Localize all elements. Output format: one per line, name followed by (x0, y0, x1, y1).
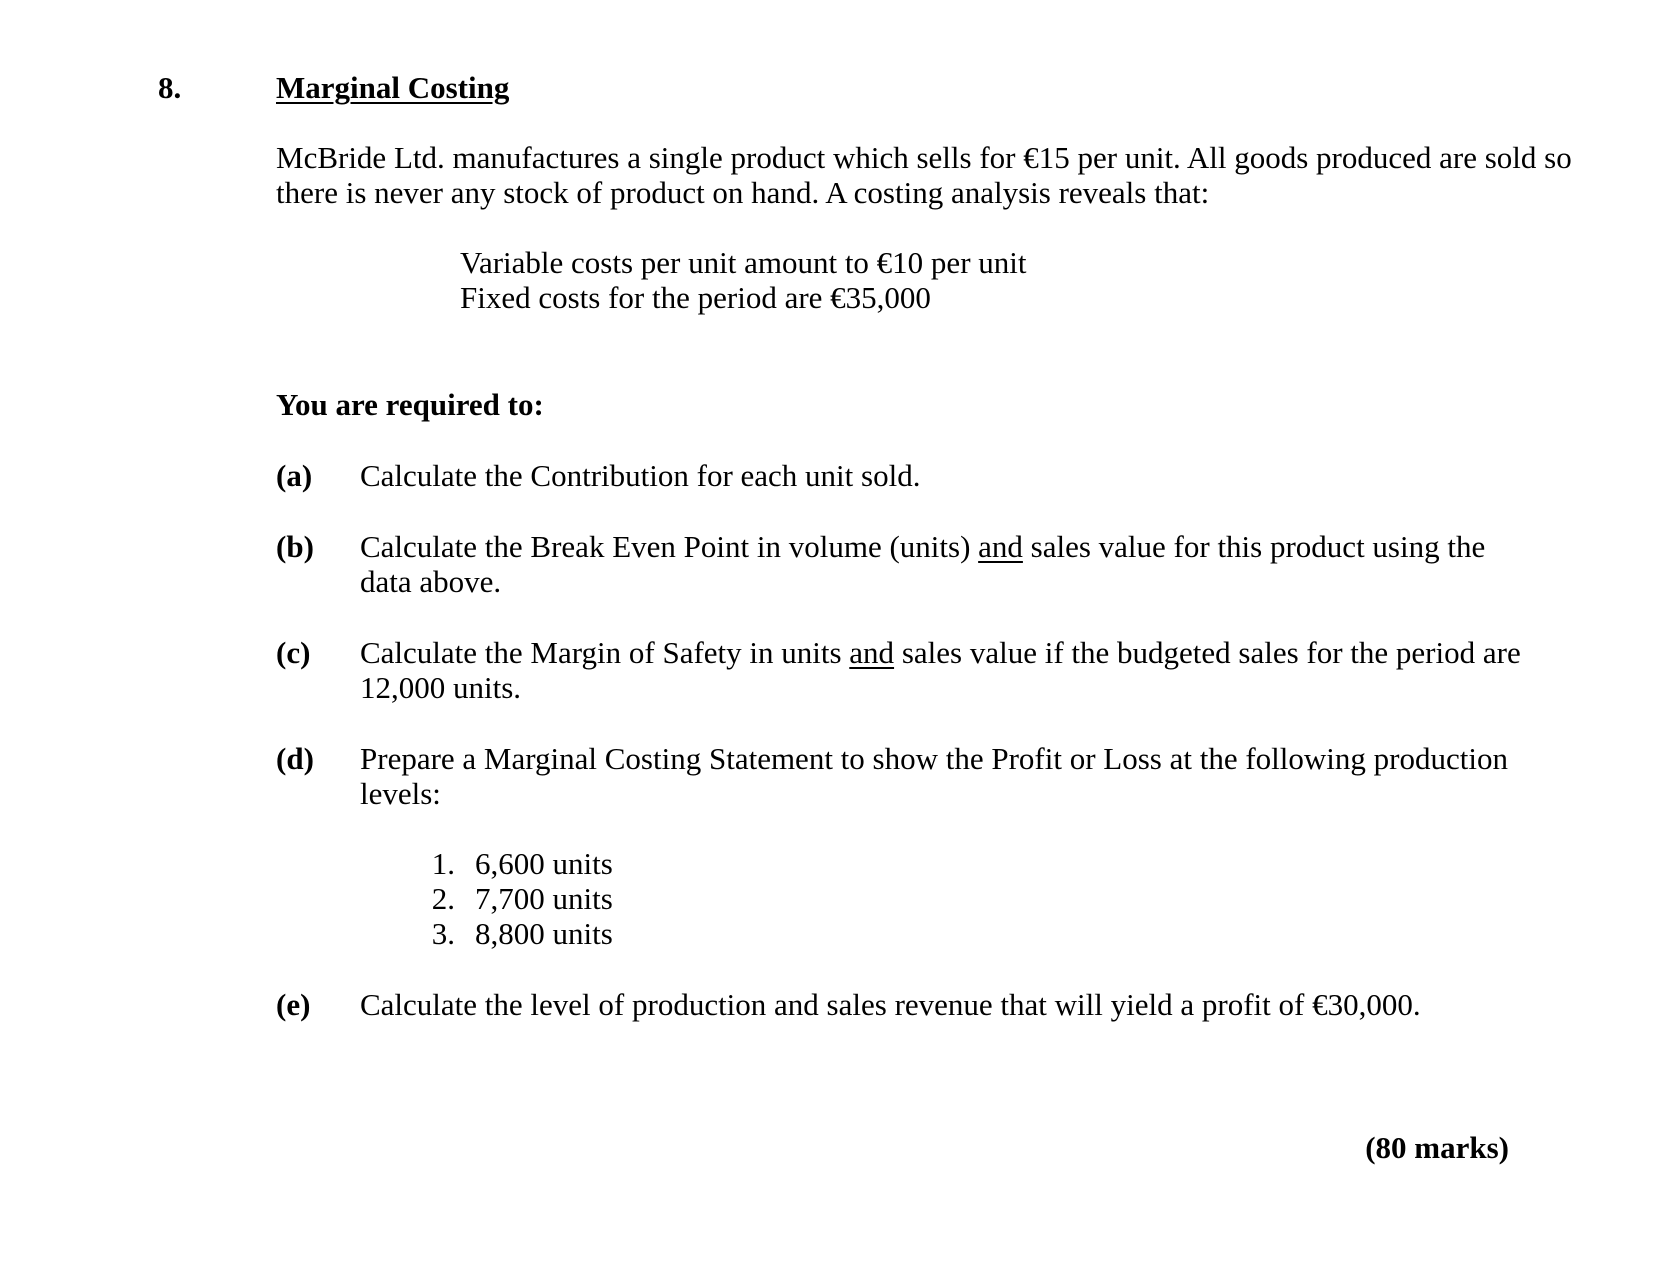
required-heading: You are required to: (276, 387, 544, 422)
marks-total: (80 marks) (1365, 1130, 1509, 1165)
part-b-text-post: sales value for this product using the data above. (360, 529, 1486, 599)
part-b-label: (b) (276, 529, 314, 564)
intro-paragraph: McBride Ltd. manufactures a single product which sells for €15 per unit. All goods produced are sold so there is never any stock of product on hand. A costing analysis reveals that: (276, 140, 1572, 210)
part-e-label: (e) (276, 987, 311, 1022)
list-item (417, 916, 613, 951)
production-levels-list (417, 846, 613, 951)
list-item (417, 846, 613, 881)
part-a-label: (a) (276, 458, 313, 493)
list-item-text: 6,600 units (475, 846, 613, 881)
part-b-text-pre: Calculate the Break Even Point in volume (units) (360, 529, 979, 564)
given-data (460, 245, 1027, 315)
list-item (417, 881, 613, 916)
list-item-number: 2. (431, 881, 455, 916)
part-b-and-underlined: and (978, 529, 1023, 564)
part-c-and-underlined: and (849, 635, 895, 670)
part-c-text-pre: Calculate the Margin of Safety in units (360, 635, 850, 670)
list-item-number: 1. (431, 846, 455, 881)
part-a-text: Calculate the Contribution for each unit sold. (360, 458, 921, 493)
part-d-text: Prepare a Marginal Costing Statement to show the Profit or Loss at the following production levels: (360, 741, 1508, 811)
part-b-text (360, 529, 1530, 599)
given-variable-costs: Variable costs per unit amount to €10 per unit (460, 245, 1027, 280)
question-number: 8. (158, 70, 182, 105)
list-item-text: 7,700 units (475, 881, 613, 916)
given-fixed-costs: Fixed costs for the period are €35,000 (460, 280, 931, 315)
part-c-label: (c) (276, 635, 311, 670)
part-e-text: Calculate the level of production and sales revenue that will yield a profit of €30,000. (360, 987, 1421, 1022)
list-item-number: 3. (431, 916, 455, 951)
part-d-label: (d) (276, 741, 314, 776)
part-c-text-post: sales value if the budgeted sales for the period are 12,000 units. (360, 635, 1521, 705)
question-title: Marginal Costing (276, 70, 510, 105)
list-item-text: 8,800 units (475, 916, 613, 951)
part-c-text (360, 635, 1530, 705)
